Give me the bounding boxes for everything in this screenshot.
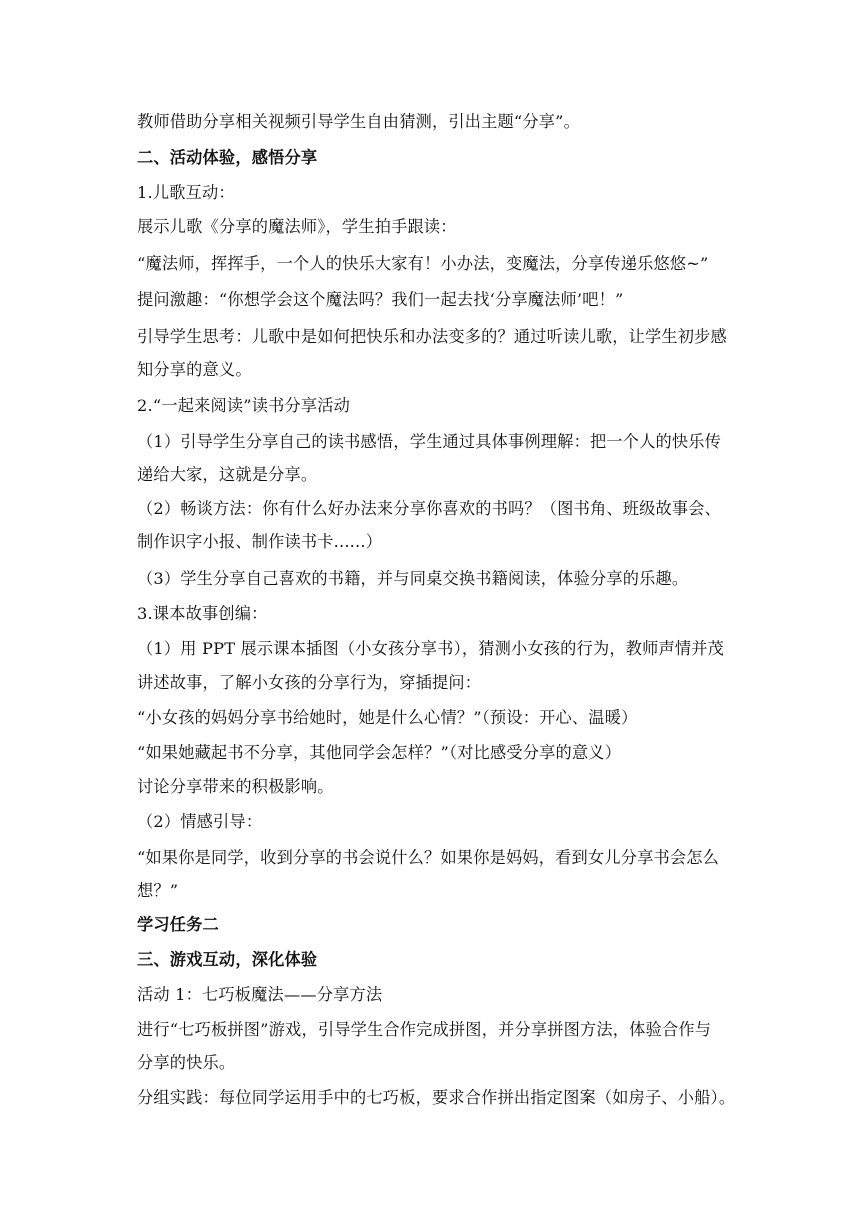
quote-question: “如果你是同学，收到分享的书会说什么？如果你是妈妈，看到女儿分享书会怎么 <box>137 848 720 867</box>
paragraph-text: 知分享的意义。 <box>137 360 252 379</box>
subheading-emotion: （2）情感引导： <box>137 812 263 831</box>
subheading-song: 1.儿歌互动： <box>137 183 235 202</box>
paragraph-text: （1）引导学生分享自己的读书感悟，学生通过具体事例理解：把一个人的快乐传 <box>137 432 722 451</box>
paragraph-text: 提问激趣：“你想学会这个魔法吗？我们一起去找‘分享魔法师’吧！” <box>137 290 624 309</box>
paragraph-text: 递给大家，这就是分享。 <box>137 465 318 484</box>
subheading-story: 3.课本故事创编： <box>137 604 268 623</box>
paragraph-text: （3）学生分享自己喜欢的书籍，并与同桌交换书籍阅读，体验分享的乐趣。 <box>137 569 689 588</box>
paragraph-text: 引导学生思考：儿歌中是如何把快乐和办法变多的？通过听读儿歌，让学生初步感 <box>137 327 727 346</box>
activity-heading: 活动 1：七巧板魔法——分享方法 <box>137 985 383 1004</box>
paragraph-text: 制作识字小报、制作读书卡......） <box>137 532 383 551</box>
paragraph-text: （2）畅谈方法：你有什么好办法来分享你喜欢的书吗？（图书角、班级故事会、 <box>137 499 722 518</box>
quote-question: “小女孩的妈妈分享书给她时，她是什么心情？”（预设：开心、温暖） <box>137 708 638 727</box>
task-heading: 学习任务二 <box>137 915 219 934</box>
quote-question: 想？” <box>137 881 179 900</box>
paragraph-text: 分组实践：每位同学运用手中的七巧板，要求合作拼出指定图案（如房子、小船）。 <box>137 1088 736 1107</box>
paragraph-text: （1）用 PPT 展示课本插图（小女孩分享书），猜测小女孩的行为，教师声情并茂 <box>137 639 725 658</box>
quote-question: “如果她藏起书不分享，其他同学会怎样？”（对比感受分享的意义） <box>137 743 622 762</box>
section-heading-2: 二、活动体验，感悟分享 <box>137 148 318 167</box>
paragraph-intro: 教师借助分享相关视频引导学生自由猜测，引出主题“分享”。 <box>137 112 581 131</box>
paragraph-text: 讲述故事，了解小女孩的分享行为，穿插提问： <box>137 673 482 692</box>
paragraph-text: 讨论分享带来的积极影响。 <box>137 777 334 796</box>
paragraph-text: 展示儿歌《分享的魔法师》，学生拍手跟读： <box>137 217 457 236</box>
paragraph-text: 进行“七巧板拼图”游戏，引导学生合作完成拼图，并分享拼图方法，体验合作与 <box>137 1020 712 1039</box>
subheading-reading: 2.“一起来阅读”读书分享活动 <box>137 396 351 415</box>
section-heading-3: 三、游戏互动，深化体验 <box>137 950 318 969</box>
paragraph-text: 分享的快乐。 <box>137 1053 236 1072</box>
quote-song: “魔法师，挥挥手，一个人的快乐大家有！小办法，变魔法，分享传递乐悠悠~” <box>137 254 709 273</box>
